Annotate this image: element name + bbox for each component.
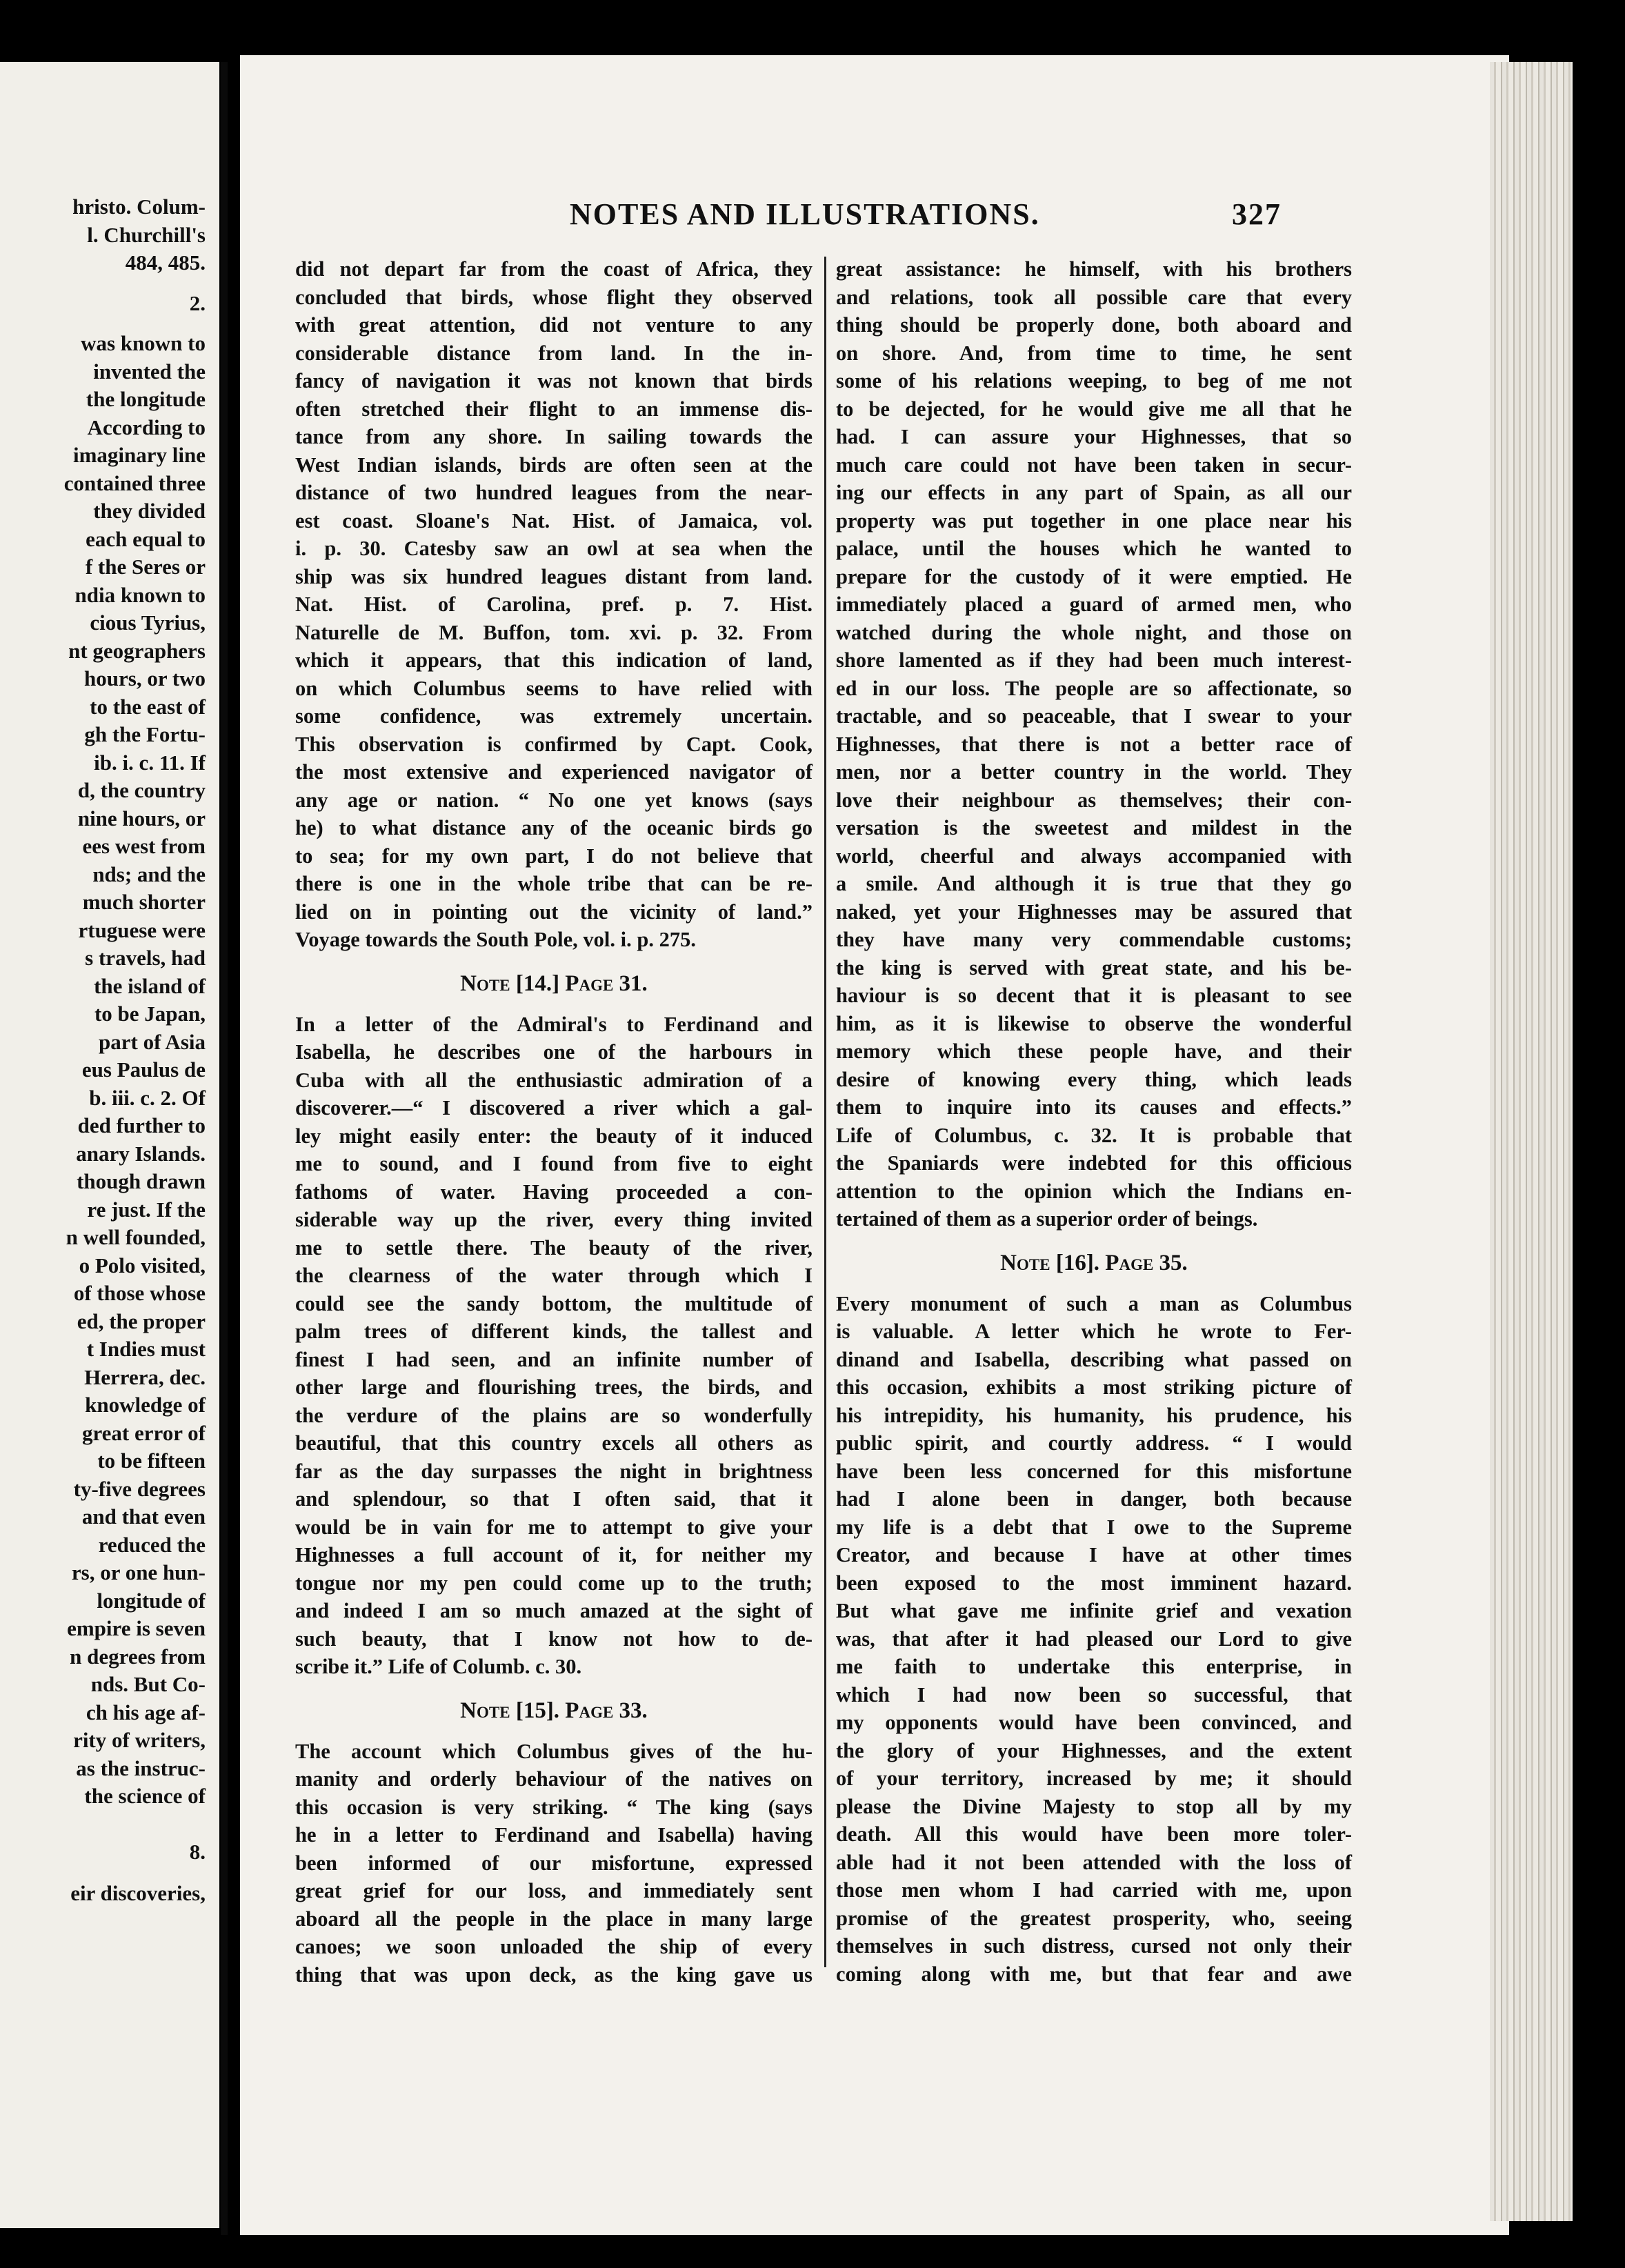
fragment-line: s travels, had — [85, 946, 206, 970]
text-line: Cuba with all the enthusiastic admiration of a — [295, 1068, 812, 1092]
fragment-line: ed, the proper — [77, 1309, 206, 1333]
column-rule — [824, 257, 826, 1967]
text-line: the glory of your Highnesses, and the extent — [836, 1738, 1352, 1762]
gutter-shadow — [221, 62, 228, 2235]
continued-paragraph — [836, 255, 1352, 1233]
text-line: could see the sandy bottom, the multitude of — [295, 1291, 812, 1315]
fragment-line: of those whose — [73, 1281, 206, 1305]
fragment-line: 484, 485. — [125, 250, 206, 275]
text-line: he in a letter to Ferdinand and Isabella) having — [295, 1823, 812, 1847]
fragment-line: as the instruc- — [76, 1755, 206, 1780]
text-line: Life of Columbus, c. 32. It is probable that — [836, 1123, 1352, 1147]
text-line: them to inquire into its causes and effects.” — [836, 1095, 1352, 1119]
text-line: promise of the greatest prosperity, who, seeing — [836, 1906, 1352, 1930]
text-line: been informed of our misfortune, expressed — [295, 1851, 812, 1875]
text-line: with great attention, did not venture to any — [295, 313, 812, 337]
previous-page-fragment — [0, 62, 219, 2228]
fragment-line: they divided — [93, 499, 206, 523]
text-line: and relations, took all possible care that every — [836, 285, 1352, 309]
text-line: me to sound, and I found from five to eight — [295, 1152, 812, 1175]
text-line: did not depart far from the coast of Africa, they — [295, 257, 812, 281]
fragment-line: anary Islands. — [76, 1141, 206, 1166]
text-line: public spirit, and courtly address. “ I would — [836, 1431, 1352, 1455]
fragment-line: great error of — [81, 1420, 206, 1445]
text-line: which it appears, that this indication of land, — [295, 648, 812, 672]
text-line: prepare for the custody of it were emptied. He — [836, 564, 1352, 588]
fragment-line: though drawn — [77, 1169, 206, 1193]
text-line: such beauty, that I know not how to de- — [295, 1627, 812, 1651]
text-line: world, cheerful and always accompanied with — [836, 844, 1352, 868]
text-line: scribe it.” Life of Columb. c. 30. — [295, 1655, 582, 1678]
text-line: attention to the opinion which the Indians en- — [836, 1179, 1352, 1203]
text-line: The account which Columbus gives of the hu- — [295, 1739, 812, 1763]
fragment-line: o Polo visited, — [79, 1253, 206, 1277]
fragment-line: hristo. Colum- — [72, 195, 206, 219]
text-line: beautiful, that this country excels all others as — [295, 1431, 812, 1455]
text-line: tance from any shore. In sailing towards the — [295, 425, 812, 448]
text-line: and indeed I am so much amazed at the sight of — [295, 1599, 812, 1622]
text-line: Creator, and because I have at other times — [836, 1543, 1352, 1566]
fragment-line: hours, or two — [84, 666, 206, 690]
text-line: Isabella, he describes one of the harbours in — [295, 1040, 812, 1064]
fragment-line: According to — [87, 415, 206, 439]
text-line: coming along with me, but that fear and awe — [836, 1962, 1352, 1986]
fragment-line: n degrees from — [70, 1644, 206, 1669]
text-line: the Spaniards were indebted for this officious — [836, 1151, 1352, 1175]
text-line: Highnesses a full account of it, for neither my — [295, 1543, 812, 1566]
continued-paragraph — [295, 255, 812, 954]
text-line: Naturelle de M. Buffon, tom. xvi. p. 32. From — [295, 620, 812, 644]
right-column — [836, 255, 1352, 1988]
text-line: tertained of them as a superior order of beings. — [836, 1207, 1258, 1231]
fragment-line: cious Tyrius, — [90, 610, 206, 635]
text-line: this occasion is very striking. “ The king (says — [295, 1795, 812, 1819]
text-line: siderable way up the river, every thing invited — [295, 1208, 812, 1231]
note-15-text — [295, 1738, 812, 1989]
text-line: of your territory, increased by me; it should — [836, 1767, 1352, 1790]
text-line: please the Divine Majesty to stop all by my — [836, 1794, 1352, 1818]
text-line: they have many very commendable customs; — [836, 928, 1352, 951]
text-line: memory which these people have, and their — [836, 1040, 1352, 1063]
fragment-line: the science of — [84, 1784, 206, 1808]
text-line: my opponents would have been convinced, and — [836, 1711, 1352, 1734]
fragment-line: f the Seres or — [85, 555, 206, 579]
text-line: far as the day surpasses the night in brightness — [295, 1459, 812, 1483]
text-line: fancy of navigation it was not known that birds — [295, 369, 812, 392]
fragment-line: d, the country — [77, 778, 206, 802]
text-line: ley might easily enter: the beauty of it induced — [295, 1124, 812, 1148]
note-15-heading: Note [15]. Page 33. — [460, 1698, 648, 1723]
text-line: his intrepidity, his humanity, his prudence, his — [836, 1403, 1352, 1427]
text-line: some of his relations weeping, to beg of me not — [836, 369, 1352, 392]
text-line: versation is the sweetest and mildest in the — [836, 816, 1352, 839]
fragment-line: to be Japan, — [94, 1002, 206, 1026]
text-line: themselves in such distress, cursed not only their — [836, 1934, 1352, 1958]
text-line: the clearness of the water through which I — [295, 1264, 812, 1287]
text-line: men, nor a better country in the world. They — [836, 760, 1352, 784]
text-line: thing should be properly done, both aboard and — [836, 313, 1352, 337]
fragment-line: rity of writers, — [73, 1728, 206, 1752]
text-line: shore lamented as if they had been much interest- — [836, 648, 1352, 672]
fragment-line: the island of — [94, 973, 206, 998]
text-line: had. I can assure your Highnesses, that so — [836, 425, 1352, 448]
text-line: on shore. And, from time to time, he sent — [836, 341, 1352, 365]
text-line: the most extensive and experienced navigator of — [295, 760, 812, 784]
text-line: fathoms of water. Having proceeded a con- — [295, 1180, 812, 1204]
text-line: tongue nor my pen could come up to the truth; — [295, 1571, 812, 1595]
text-line: est coast. Sloane's Nat. Hist. of Jamaica, vol. — [295, 508, 812, 533]
fragment-line: ndia known to — [74, 582, 206, 607]
fragment-line: the longitude — [86, 387, 206, 411]
note-16-text — [836, 1290, 1352, 1989]
text-line: distance of two hundred leagues from the near- — [295, 481, 812, 504]
text-line: him, as it is likewise to observe the wonderful — [836, 1011, 1352, 1035]
fragment-line: longitude of — [97, 1588, 206, 1613]
text-line: on which Columbus seems to have relied with — [295, 676, 812, 700]
text-line: thing that was upon deck, as the king gave us — [295, 1962, 812, 1987]
fragment-line: empire is seven — [67, 1616, 206, 1640]
text-line: In a letter of the Admiral's to Ferdinand and — [295, 1012, 812, 1036]
note-14-text — [295, 1011, 812, 1681]
text-line: was, that after it had pleased our Lord to give — [836, 1627, 1352, 1651]
text-line: But what gave me infinite grief and vexation — [836, 1599, 1352, 1622]
text-line: concluded that birds, whose flight they observed — [295, 285, 812, 309]
text-line: dinand and Isabella, describing what passed on — [836, 1347, 1352, 1371]
text-line: great assistance: he himself, with his brothers — [836, 257, 1352, 281]
fragment-line: gh the Fortu- — [84, 722, 206, 746]
text-line: palace, until the houses which he wanted to — [836, 537, 1352, 560]
text-line: ing our effects in any part of Spain, as all our — [836, 481, 1352, 504]
fragment-line: nds; and the — [92, 862, 206, 886]
fragment-line: rs, or one hun- — [71, 1560, 206, 1584]
fragment-line: n well founded, — [66, 1225, 206, 1249]
running-head — [570, 197, 1328, 232]
text-line: death. All this would have been more toler- — [836, 1822, 1352, 1846]
left-column — [295, 255, 812, 1989]
text-line: had I alone been in danger, both because — [836, 1487, 1352, 1511]
text-line: is valuable. A letter which he wrote to Fer- — [836, 1320, 1352, 1343]
text-line: the verdure of the plains are so wonderfully — [295, 1403, 812, 1427]
fragment-line: 2. — [189, 290, 206, 315]
text-line: Nat. Hist. of Carolina, pref. p. 7. Hist. — [295, 593, 812, 616]
fragment-line: much shorter — [82, 890, 206, 914]
text-line: Every monument of such a man as Columbus — [836, 1291, 1352, 1315]
text-line: to sea; for my own part, I do not believe that — [295, 844, 812, 868]
text-line: lied on in pointing out the vicinity of land.” — [295, 899, 812, 924]
text-line: and splendour, so that I often said, that it — [295, 1487, 812, 1511]
text-line: manity and orderly behaviour of the natives on — [295, 1767, 812, 1791]
text-line: any age or nation. “ No one yet knows (says — [295, 788, 812, 812]
fragment-line: reduced the — [98, 1532, 206, 1557]
fragment-line: part of Asia — [99, 1029, 206, 1054]
fragment-line: rtuguese were — [78, 917, 206, 942]
fragment-line: ty-five degrees — [73, 1476, 206, 1501]
text-line: there is one in the whole tribe that can be re- — [295, 872, 812, 895]
text-line: often stretched their flight to an immense dis- — [295, 397, 812, 421]
text-line: a smile. And although it is true that they go — [836, 872, 1352, 895]
fragment-line: eir discoveries, — [70, 1881, 206, 1905]
text-line: haviour is so decent that it is pleasant to see — [836, 984, 1352, 1007]
fragment-line: invented the — [93, 359, 206, 384]
text-line: me faith to undertake this enterprise, in — [836, 1655, 1352, 1678]
text-line: my life is a debt that I owe to the Supreme — [836, 1515, 1352, 1539]
text-line: the king is served with great state, and his be- — [836, 955, 1352, 979]
text-line: love their neighbour as themselves; their con- — [836, 788, 1352, 812]
text-line: to be dejected, for he would give me all that he — [836, 397, 1352, 421]
fragment-line: to be fifteen — [97, 1449, 206, 1473]
text-line: those men whom I had carried with me, upon — [836, 1878, 1352, 1902]
text-line: immediately placed a guard of armed men, who — [836, 593, 1352, 616]
note-14-heading: Note [14.] Page 31. — [460, 971, 648, 996]
text-line: this occasion, exhibits a most striking picture of — [836, 1375, 1352, 1399]
text-line: ed in our loss. The people are so affectionate, so — [836, 676, 1352, 700]
text-line: been exposed to the most imminent hazard. — [836, 1571, 1352, 1595]
text-line: ship was six hundred leagues distant from land. — [295, 564, 812, 588]
text-line: able had it not been attended with the loss of — [836, 1850, 1352, 1874]
fragment-line: re just. If the — [87, 1197, 206, 1222]
text-line: me to settle there. The beauty of the river, — [295, 1235, 812, 1260]
text-line: discoverer.—“ I discovered a river which a gal- — [295, 1096, 812, 1120]
text-line: he) to what distance any of the oceanic birds go — [295, 816, 812, 839]
text-line: would be in vain for me to attempt to give your — [295, 1515, 812, 1539]
fragment-line: nine hours, or — [77, 806, 206, 830]
text-line: Voyage towards the South Pole, vol. i. p. 275. — [295, 928, 696, 951]
fragment-line: was known to — [81, 331, 206, 355]
fragment-line: ch his age af- — [86, 1700, 206, 1724]
fragment-line: and that even — [81, 1504, 206, 1529]
text-line: West Indian islands, birds are often seen at the — [295, 452, 812, 477]
page-edges — [1490, 62, 1573, 2221]
fragment-line: knowledge of — [85, 1393, 206, 1417]
fragment-line: Herrera, dec. — [84, 1364, 206, 1389]
text-line: i. p. 30. Catesby saw an owl at sea when the — [295, 537, 812, 560]
fragment-line: to the east of — [90, 694, 206, 719]
running-head-title: NOTES AND ILLUSTRATIONS. — [570, 197, 1040, 231]
fragment-line: t Indies must — [86, 1337, 206, 1361]
text-line: which I had now been so successful, that — [836, 1682, 1352, 1707]
text-line: canoes; we soon unloaded the ship of every — [295, 1935, 812, 1958]
fragment-line: imaginary line — [72, 443, 206, 467]
text-line: property was put together in one place near his — [836, 508, 1352, 533]
fragment-line: each equal to — [86, 526, 206, 551]
text-line: some confidence, was extremely uncertain. — [295, 704, 812, 728]
fragment-line: contained three — [63, 470, 206, 495]
text-line: finest I had seen, and an infinite number of — [295, 1347, 812, 1371]
text-line: naked, yet your Highnesses may be assured that — [836, 899, 1352, 924]
text-line: considerable distance from land. In the in- — [295, 341, 812, 365]
text-line: watched during the whole night, and those on — [836, 620, 1352, 644]
text-line: other large and flourishing trees, the birds, and — [295, 1375, 812, 1399]
text-line: This observation is confirmed by Capt. Cook, — [295, 732, 812, 756]
text-line: Highnesses, that there is not a better race of — [836, 732, 1352, 756]
fragment-line: 8. — [189, 1839, 206, 1864]
text-line: tractable, and so peaceable, that I swear to your — [836, 704, 1352, 728]
fragment-line: ib. i. c. 11. If — [94, 750, 206, 775]
fragment-line: ees west from — [82, 834, 206, 858]
text-line: aboard all the people in the place in many large — [295, 1907, 812, 1931]
text-line: desire of knowing every thing, which leads — [836, 1067, 1352, 1091]
fragment-line: nt geographers — [68, 638, 206, 663]
text-line: much care could not have been taken in secur- — [836, 452, 1352, 477]
page-number: 327 — [1232, 197, 1282, 231]
fragment-line: b. iii. c. 2. Of — [89, 1085, 206, 1110]
text-line: palm trees of different kinds, the tallest and — [295, 1320, 812, 1343]
text-line: have been less concerned for this misfortune — [836, 1459, 1352, 1483]
note-16-heading: Note [16]. Page 35. — [1000, 1250, 1188, 1275]
fragment-line: eus Paulus de — [81, 1057, 206, 1082]
text-line: great grief for our loss, and immediately sent — [295, 1879, 812, 1902]
fragment-line: nds. But Co- — [90, 1672, 206, 1696]
fragment-line: l. Churchill's — [87, 222, 206, 247]
fragment-line: ded further to — [77, 1113, 206, 1137]
